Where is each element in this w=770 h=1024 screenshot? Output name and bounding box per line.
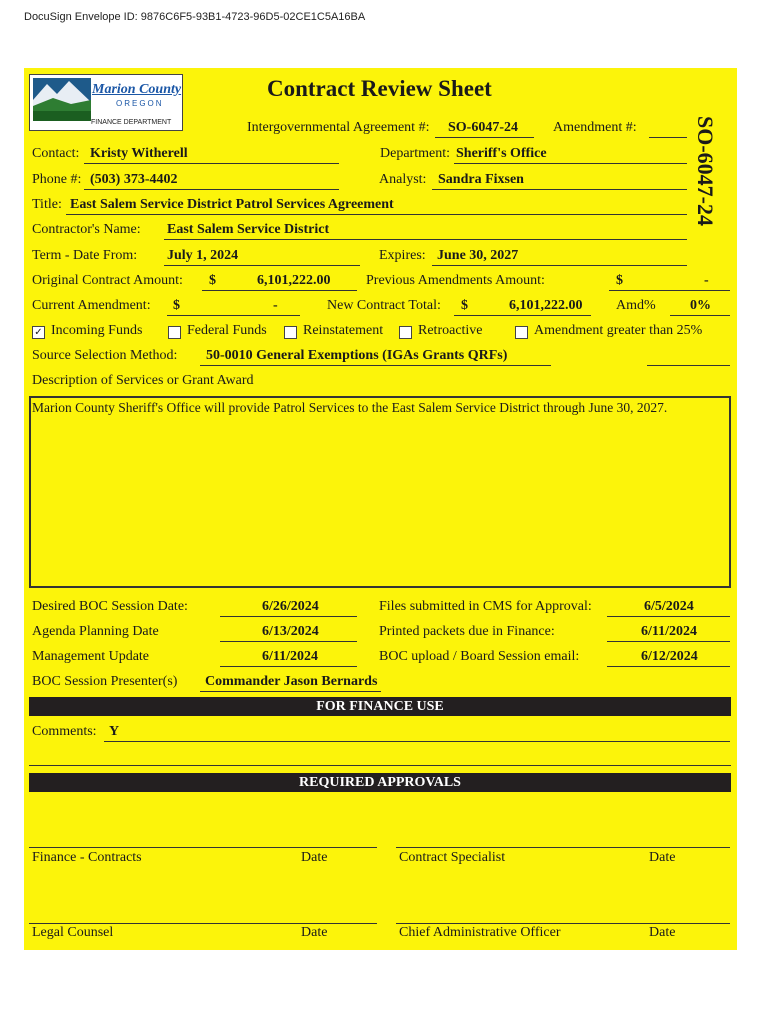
required-approvals-bar: REQUIRED APPROVALS [29, 773, 731, 792]
new-total-value[interactable]: 6,101,222.00 [509, 298, 583, 313]
original-amount-value[interactable]: 6,101,222.00 [257, 273, 331, 288]
comments-label: Comments: [32, 724, 97, 739]
logo-dept: FINANCE DEPARTMENT [91, 119, 172, 126]
expires-value[interactable]: June 30, 2027 [437, 248, 519, 263]
mgmt-update-value[interactable]: 6/11/2024 [262, 649, 319, 664]
current-amendment-currency: $ [173, 298, 180, 313]
new-total-label: New Contract Total: [327, 298, 441, 313]
checkbox-amendment-over-25[interactable] [515, 326, 528, 339]
presenter-value[interactable]: Commander Jason Bernards [205, 674, 378, 689]
page-title: Contract Review Sheet [267, 76, 492, 101]
cao-signature-line[interactable] [396, 923, 730, 924]
agenda-value[interactable]: 6/13/2024 [262, 624, 319, 639]
cao-label: Chief Administrative Officer [399, 925, 561, 940]
contract-review-sheet [24, 68, 737, 950]
logo-org-name: Marion County [92, 82, 182, 97]
envelope-id: DocuSign Envelope ID: 9876C6F5-93B1-4723-96D5-02CE1C5A16BA [24, 11, 366, 23]
phone-value[interactable]: (503) 373-4402 [90, 172, 178, 187]
agreement-value[interactable]: SO-6047-24 [448, 120, 518, 135]
finance-date-label: Date [301, 850, 328, 865]
amd-pct-label: Amd% [616, 298, 656, 313]
contractor-label: Contractor's Name: [32, 222, 141, 237]
finance-use-bar: FOR FINANCE USE [29, 697, 731, 716]
previous-amendments-currency: $ [616, 273, 623, 288]
title-value[interactable]: East Salem Service District Patrol Services Agreement [70, 197, 394, 212]
term-from-label: Term - Date From: [32, 248, 138, 263]
term-from-value[interactable]: July 1, 2024 [167, 248, 239, 263]
current-amendment-label: Current Amendment: [32, 298, 151, 313]
analyst-value[interactable]: Sandra Fixsen [438, 172, 524, 187]
specialist-date-label: Date [649, 850, 676, 865]
county-landscape-icon [33, 78, 91, 121]
boc-upload-label: BOC upload / Board Session email: [379, 649, 580, 664]
retroactive-label: Retroactive [418, 323, 483, 338]
presenter-label: BOC Session Presenter(s) [32, 674, 178, 689]
current-amendment-value[interactable]: - [273, 298, 278, 313]
original-amount-currency: $ [209, 273, 216, 288]
reinstatement-label: Reinstatement [303, 323, 384, 338]
description-label: Description of Services or Grant Award [32, 373, 254, 388]
previous-amendments-value[interactable]: - [704, 273, 709, 288]
incoming-funds-label: Incoming Funds [51, 323, 143, 338]
federal-funds-label: Federal Funds [187, 323, 267, 338]
comments-value[interactable]: Y [109, 724, 120, 739]
printed-packets-label: Printed packets due in Finance: [379, 624, 555, 639]
desired-boc-value[interactable]: 6/26/2024 [262, 599, 319, 614]
checkbox-federal-funds[interactable] [168, 326, 181, 339]
previous-amendments-label: Previous Amendments Amount: [366, 273, 545, 288]
agreement-label: Intergovernmental Agreement #: [247, 120, 430, 135]
source-selection-label: Source Selection Method: [32, 348, 178, 363]
amd-pct-value[interactable]: 0% [690, 298, 711, 313]
amendment-over-25-label: Amendment greater than 25% [534, 323, 703, 338]
analyst-label: Analyst: [379, 172, 427, 187]
department-label: Department: [380, 146, 450, 161]
phone-label: Phone #: [32, 172, 82, 187]
boc-upload-value[interactable]: 6/12/2024 [641, 649, 698, 664]
checkbox-reinstatement[interactable] [284, 326, 297, 339]
desired-boc-label: Desired BOC Session Date: [32, 599, 188, 614]
checkbox-retroactive[interactable] [399, 326, 412, 339]
side-contract-id: SO-6047-24 [693, 116, 718, 226]
contractor-value[interactable]: East Salem Service District [167, 222, 330, 237]
specialist-signature-line[interactable] [396, 847, 730, 848]
legal-date-label: Date [301, 925, 328, 940]
contract-specialist-label: Contract Specialist [399, 850, 506, 865]
logo-state: OREGON [116, 99, 164, 108]
cao-date-label: Date [649, 925, 676, 940]
contact-label: Contact: [32, 146, 80, 161]
printed-packets-value[interactable]: 6/11/2024 [641, 624, 698, 639]
description-text: Marion County Sheriff's Office will provide Patrol Services to the East Salem Service District through June 30, 2027. [32, 400, 668, 415]
source-selection-value[interactable]: 50-0010 General Exemptions (IGAs Grants QRFs) [206, 348, 508, 363]
finance-signature-line[interactable] [29, 847, 377, 848]
amendment-label: Amendment #: [553, 120, 637, 135]
contact-value[interactable]: Kristy Witherell [90, 146, 188, 161]
agenda-label: Agenda Planning Date [32, 624, 159, 639]
legal-counsel-label: Legal Counsel [32, 925, 114, 940]
new-total-currency: $ [461, 298, 468, 313]
mgmt-update-label: Management Update [32, 649, 150, 664]
description-box[interactable] [29, 396, 731, 588]
files-cms-label: Files submitted in CMS for Approval: [379, 599, 592, 614]
title-label: Title: [32, 197, 62, 212]
checkbox-incoming-funds[interactable]: ✓ [32, 326, 45, 339]
original-amount-label: Original Contract Amount: [32, 273, 183, 288]
marion-county-logo [29, 74, 183, 131]
files-cms-value[interactable]: 6/5/2024 [644, 599, 694, 614]
legal-signature-line[interactable] [29, 923, 377, 924]
expires-label: Expires: [379, 248, 426, 263]
finance-contracts-label: Finance - Contracts [32, 850, 142, 865]
department-value[interactable]: Sheriff's Office [456, 146, 547, 161]
